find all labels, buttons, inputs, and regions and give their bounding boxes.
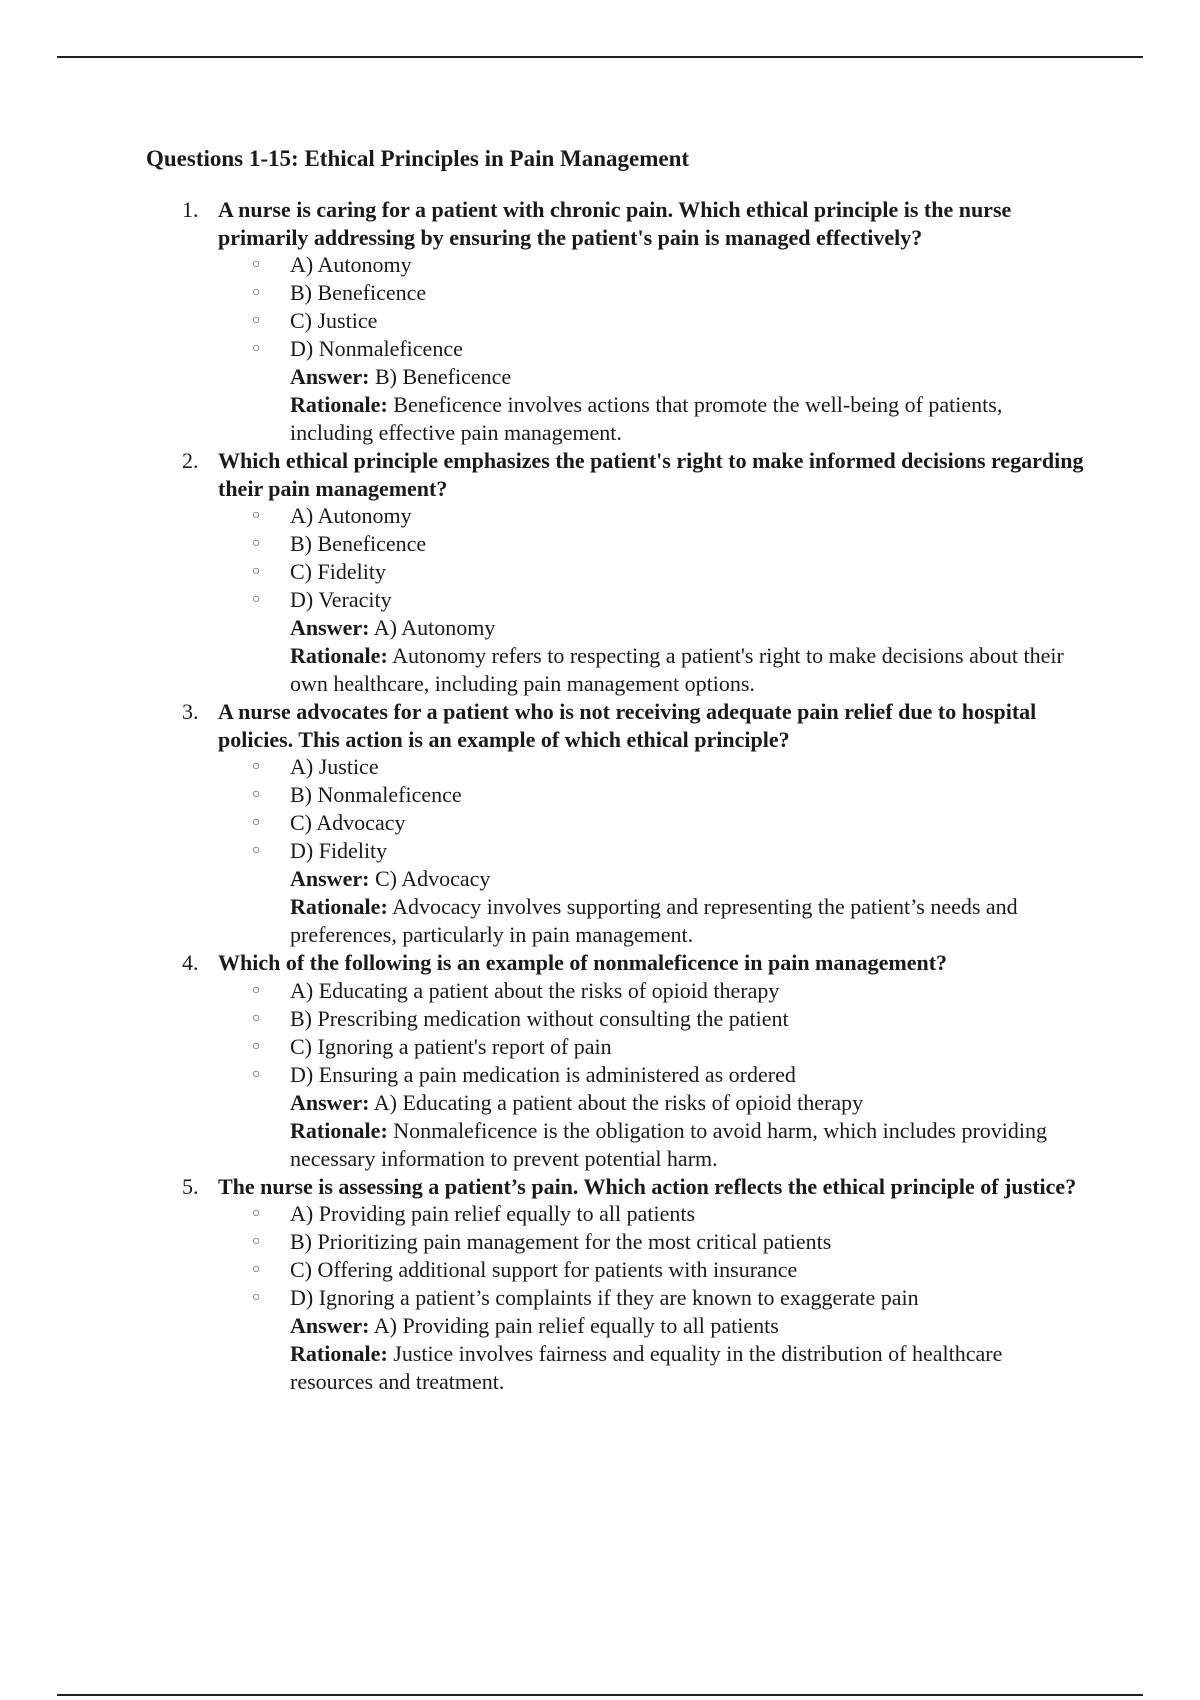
question-number: 5.	[182, 1173, 199, 1199]
circle-bullet-icon: ○	[252, 592, 261, 607]
option-item	[252, 251, 1086, 279]
option-item	[252, 809, 1086, 837]
question-list	[146, 196, 1086, 1396]
option-text: C) Fidelity	[290, 559, 386, 584]
rationale-text: Beneficence involves actions that promote the well-being of patients, including effective pain management.	[290, 392, 1003, 445]
question-number: 3.	[182, 699, 199, 724]
answer-text: B) Beneficence	[374, 364, 512, 389]
option-text: C) Ignoring a patient's report of pain	[290, 1033, 612, 1059]
option-text: A) Autonomy	[290, 252, 412, 277]
answer-text: A) Autonomy	[373, 615, 496, 640]
answer-line	[218, 614, 1090, 642]
question-text: Which ethical principle emphasizes the patient's right to make informed decisions regarding their pain management?	[218, 448, 1084, 501]
circle-bullet-icon: ○	[252, 536, 261, 551]
circle-bullet-icon: ○	[252, 1066, 261, 1082]
option-item	[252, 781, 1086, 809]
option-list	[218, 753, 1086, 865]
top-rule	[57, 56, 1143, 58]
rationale-text: Autonomy refers to respecting a patient's right to make decisions about their own healthcare, including pain management options.	[290, 643, 1064, 696]
circle-bullet-icon: ○	[252, 1290, 261, 1305]
option-text: D) Ignoring a patient’s complaints if they are known to exaggerate pain	[290, 1285, 919, 1310]
option-item	[252, 977, 1086, 1005]
option-list	[218, 251, 1086, 363]
option-text: C) Advocacy	[290, 810, 406, 835]
circle-bullet-icon: ○	[252, 508, 261, 523]
option-list	[218, 502, 1086, 614]
circle-bullet-icon: ○	[252, 843, 261, 858]
question-number: 2.	[182, 448, 199, 473]
rationale-label: Rationale:	[290, 392, 388, 417]
option-text: C) Offering additional support for patients with insurance	[290, 1257, 798, 1282]
circle-bullet-icon: ○	[252, 1010, 261, 1026]
option-item	[252, 335, 1086, 363]
option-item	[252, 502, 1086, 530]
rationale-label: Rationale:	[290, 643, 388, 668]
option-list	[218, 977, 1086, 1089]
rationale-line	[218, 391, 1090, 447]
option-text: B) Nonmaleficence	[290, 782, 462, 807]
answer-line	[218, 1312, 1090, 1340]
answer-label: Answer:	[290, 615, 370, 640]
answer-text: A) Providing pain relief equally to all patients	[373, 1313, 779, 1338]
rationale-label: Rationale:	[290, 1117, 388, 1143]
answer-label: Answer:	[290, 866, 370, 891]
question-item	[146, 949, 1086, 1173]
circle-bullet-icon: ○	[252, 257, 261, 272]
option-text: B) Prioritizing pain management for the most critical patients	[290, 1229, 832, 1254]
rationale-line	[218, 1117, 1090, 1173]
option-list	[218, 1200, 1086, 1312]
bottom-rule	[57, 1694, 1143, 1696]
rationale-text: Advocacy involves supporting and representing the patient’s needs and preferences, particularly in pain management.	[290, 894, 1018, 947]
question-text: Which of the following is an example of nonmaleficence in pain management?	[218, 950, 948, 975]
option-text: C) Justice	[290, 308, 378, 333]
option-item	[252, 1005, 1086, 1033]
circle-bullet-icon: ○	[252, 1234, 261, 1249]
option-text: B) Prescribing medication without consulting the patient	[290, 1005, 789, 1031]
answer-line	[218, 865, 1090, 893]
rationale-line	[218, 1340, 1090, 1396]
option-text: D) Veracity	[290, 587, 392, 612]
question-number: 1.	[182, 197, 199, 222]
option-item	[252, 1061, 1086, 1089]
rationale-label: Rationale:	[290, 894, 388, 919]
question-item	[146, 698, 1086, 949]
option-item	[252, 1228, 1086, 1256]
document-title: Questions 1-15: Ethical Principles in Pain Management	[146, 146, 690, 171]
question-text: The nurse is assessing a patient’s pain. Which action reflects the ethical principle of justice?	[218, 1173, 1077, 1199]
rationale-label: Rationale:	[290, 1341, 388, 1366]
circle-bullet-icon: ○	[252, 285, 261, 300]
circle-bullet-icon: ○	[252, 313, 261, 328]
option-text: A) Justice	[290, 754, 379, 779]
option-item	[252, 558, 1086, 586]
question-item	[146, 196, 1086, 447]
option-item	[252, 279, 1086, 307]
option-text: B) Beneficence	[290, 280, 427, 305]
question-text: A nurse is caring for a patient with chronic pain. Which ethical principle is the nurse primarily addressing by ensuring the patient's pain is managed effectively?	[218, 197, 1012, 250]
answer-label: Answer:	[290, 364, 370, 389]
option-text: D) Nonmaleficence	[290, 336, 463, 361]
option-item	[252, 1033, 1086, 1061]
question-item	[146, 447, 1086, 698]
option-text: D) Ensuring a pain medication is administered as ordered	[290, 1061, 796, 1087]
option-item	[252, 753, 1086, 781]
option-item	[252, 1200, 1086, 1228]
option-item	[252, 1284, 1086, 1312]
circle-bullet-icon: ○	[252, 1038, 261, 1054]
rationale-line	[218, 642, 1090, 698]
circle-bullet-icon: ○	[252, 341, 261, 356]
circle-bullet-icon: ○	[252, 787, 261, 802]
rationale-text: Justice involves fairness and equality in the distribution of healthcare resources and treatment.	[290, 1341, 1003, 1394]
question-item	[146, 1173, 1086, 1397]
answer-text: C) Advocacy	[374, 866, 491, 891]
option-item	[252, 586, 1086, 614]
answer-label: Answer:	[290, 1089, 370, 1115]
option-item	[252, 530, 1086, 558]
circle-bullet-icon: ○	[252, 564, 261, 579]
document-body	[146, 144, 1086, 1396]
answer-line	[218, 363, 1090, 391]
rationale-line	[218, 893, 1090, 949]
option-item	[252, 307, 1086, 335]
option-text: B) Beneficence	[290, 531, 427, 556]
answer-text: A) Educating a patient about the risks of opioid therapy	[373, 1089, 864, 1115]
option-text: D) Fidelity	[290, 838, 388, 863]
answer-line	[218, 1089, 1090, 1117]
question-number: 4.	[182, 950, 199, 975]
circle-bullet-icon: ○	[252, 1262, 261, 1277]
circle-bullet-icon: ○	[252, 759, 261, 774]
option-text: A) Autonomy	[290, 503, 412, 528]
answer-label: Answer:	[290, 1313, 370, 1338]
rationale-text: Nonmaleficence is the obligation to avoid harm, which includes providing necessary information to prevent potential harm.	[290, 1117, 1047, 1171]
option-text: A) Educating a patient about the risks of opioid therapy	[290, 977, 780, 1003]
circle-bullet-icon: ○	[252, 982, 261, 998]
option-item	[252, 1256, 1086, 1284]
option-text: A) Providing pain relief equally to all patients	[290, 1201, 696, 1226]
circle-bullet-icon: ○	[252, 815, 261, 830]
question-text: A nurse advocates for a patient who is not receiving adequate pain relief due to hospital policies. This action is an example of which ethical principle?	[218, 699, 1037, 752]
circle-bullet-icon: ○	[252, 1206, 261, 1221]
option-item	[252, 837, 1086, 865]
